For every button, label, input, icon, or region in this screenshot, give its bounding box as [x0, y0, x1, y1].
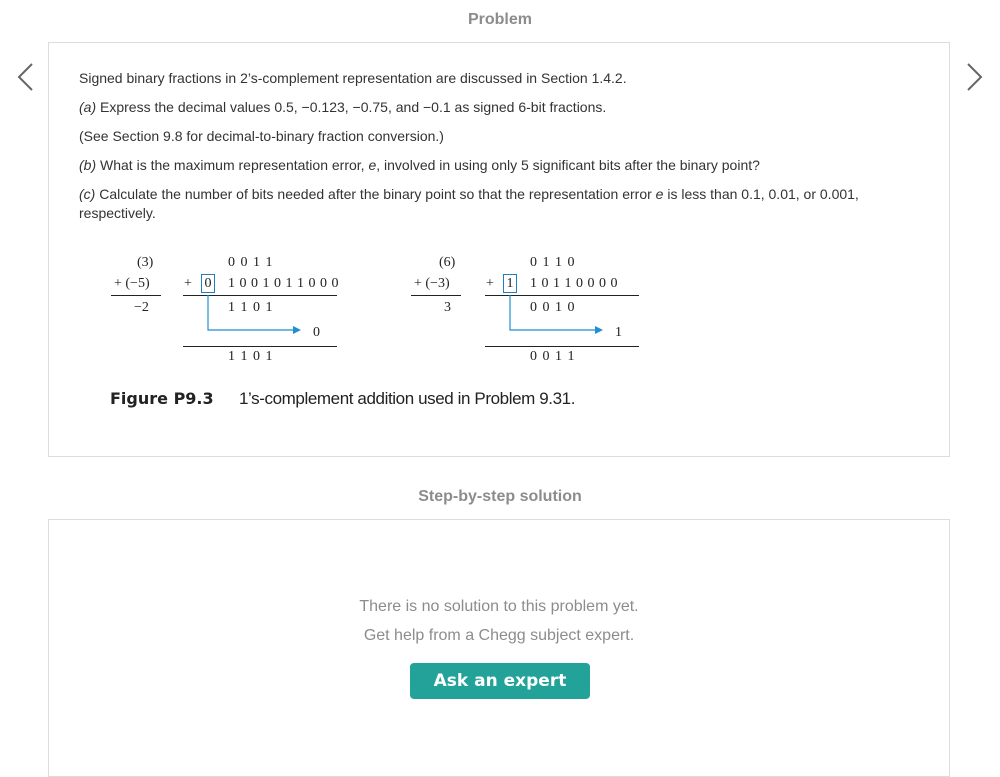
carry-box: [503, 274, 517, 293]
part-label: (a): [79, 99, 97, 115]
problem-heading: Problem: [467, 11, 532, 28]
chevron-right-icon[interactable]: [962, 62, 986, 92]
binary-row-1: 0 1 1 0: [530, 255, 576, 270]
plus-sign: +: [184, 276, 192, 291]
chevron-left-icon[interactable]: [14, 62, 38, 92]
part-label: (c): [79, 186, 96, 202]
figure-right-addition: [411, 255, 651, 364]
problem-paragraph: [79, 69, 909, 88]
problem-text-line: Calculate the number of bits needed after the binary point so that the representation error: [95, 186, 656, 202]
expert-help-message: Get help from a Chegg subject expert.: [363, 627, 635, 644]
figure-caption-label: Figure P9.3: [110, 389, 214, 408]
problem-text-line: Express the decimal values 0.5, −0.123, −0.75, and −0.1 as signed 6-bit fractions.: [96, 99, 607, 115]
carry-digit: 1: [506, 276, 514, 291]
no-solution-message: There is no solution to this problem yet.: [359, 598, 639, 615]
problem-panel: [48, 42, 950, 457]
binary-row-3: 1 1 0 1: [228, 300, 274, 315]
final-result: 1 1 0 1: [228, 349, 274, 364]
binary-row-3: 0 0 1 0: [530, 300, 576, 315]
binary-row-1: 0 0 1 1: [228, 255, 274, 270]
sum-line: [411, 295, 461, 296]
problem-text-line: (See Section 9.8 for decimal-to-binary fraction conversion.): [79, 128, 444, 144]
plus-sign: +: [486, 276, 494, 291]
problem-statement: [79, 69, 909, 233]
binary-row-2: 1 0 1 1 0 0 0 0: [530, 276, 618, 291]
solution-heading: Step-by-step solution: [418, 488, 582, 505]
decimal-result: −2: [134, 300, 149, 315]
operand-2: + (−5): [114, 276, 150, 291]
problem-text-line: Signed binary fractions in 2’s-complement representation are discussed in Section 1.4.2.: [79, 70, 627, 86]
solution-panel: [48, 519, 950, 777]
problem-paragraph: [79, 185, 909, 223]
part-label: (b): [79, 157, 97, 173]
end-around-carry-arrow: [203, 293, 303, 335]
end-around-carry-digit: 0: [313, 325, 320, 340]
final-result: 0 0 1 1: [530, 349, 576, 364]
binary-row-2: 1 0 0 1 0 1 1 0 0 0: [228, 276, 339, 291]
problem-paragraph: [79, 127, 909, 146]
problem-text-line: What is the maximum representation error,: [96, 157, 369, 173]
variable-e: e: [368, 157, 377, 173]
operand-2: + (−3): [414, 276, 450, 291]
problem-text-line: is less than 0.1, 0.01, or 0.001, respectively.: [79, 186, 859, 221]
figure-caption-text: 1’s-complement addition used in Problem 9.31.: [239, 389, 576, 408]
operand-1: (6): [439, 255, 456, 270]
problem-paragraph: [79, 156, 909, 175]
sum-line: [111, 295, 161, 296]
end-around-carry-digit: 1: [615, 325, 622, 340]
sum-line: [485, 346, 639, 347]
carry-digit: 0: [204, 276, 212, 291]
end-around-carry-arrow: [505, 293, 605, 335]
problem-text-line: , involved in using only 5 significant bits after the binary point?: [376, 157, 760, 173]
operand-1: (3): [137, 255, 154, 270]
decimal-result: 3: [444, 300, 451, 315]
carry-box: [201, 274, 215, 293]
figure-left-addition: [109, 255, 349, 364]
ask-an-expert-button[interactable]: Ask an expert: [410, 663, 590, 699]
sum-line: [183, 346, 337, 347]
variable-e: e: [655, 186, 664, 202]
problem-paragraph: [79, 98, 909, 117]
